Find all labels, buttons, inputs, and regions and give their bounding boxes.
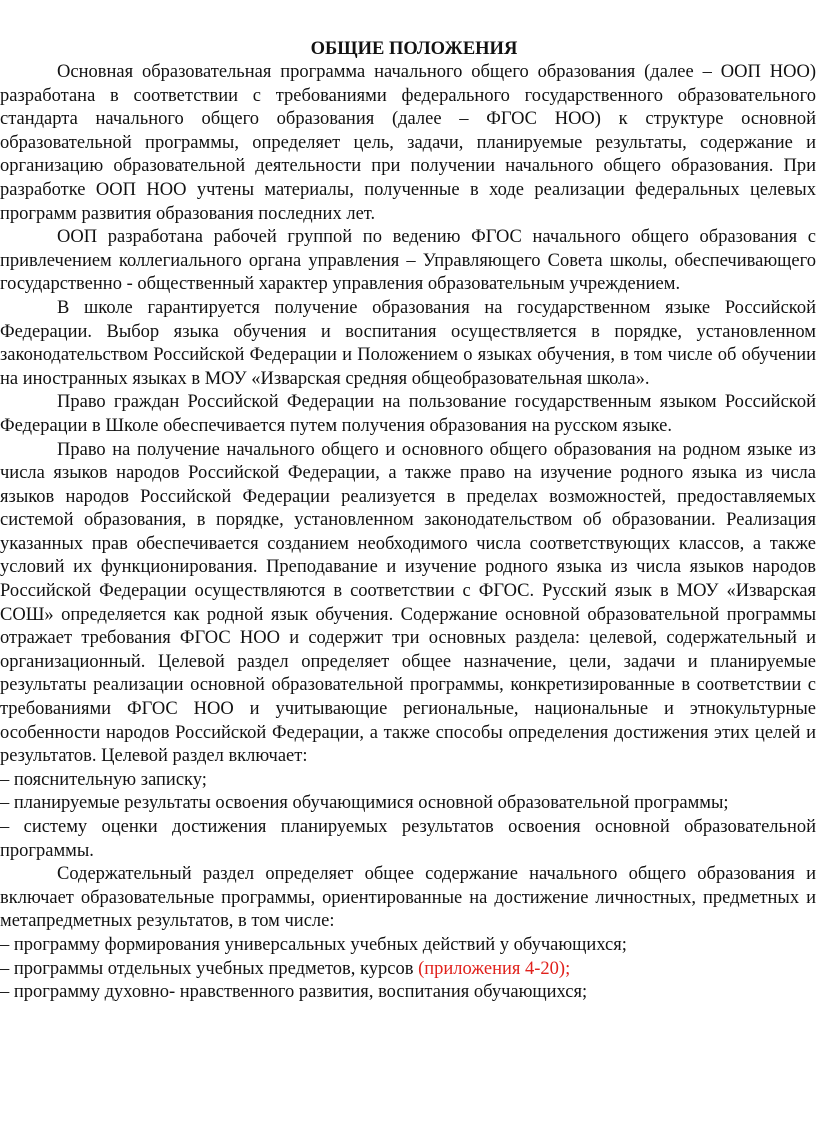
list-item: – планируемые результаты освоения обучающимися основной образовательной программы; [0,793,729,814]
paragraph-russian-language: Право граждан Российской Федерации на пользование государственным языком Российской Федерации в Школе обеспечивается путем получения образования на русском языке. [0,392,816,436]
paragraph-state-language: В школе гарантируется получение образования на государственном языке Российской Федерации. Выбор языка обучения и воспитания осуществляется в порядке, установленном законодательством Российской Федерации и Положением о языках обучения, в том числе об обучении на иностранных языках в МОУ «Изварская средняя общеобразовательная школа». [0,297,816,389]
paragraph-working-group: ООП разработана рабочей группой по ведению ФГОС начального общего образования с привлечением коллегиального органа управления – Управляющего Совета школы, обеспечивающего государственно - общественный характер управления образовательным учреждением. [0,227,816,295]
list-item-text: – программы отдельных учебных предметов, курсов [0,958,419,979]
page-title: ОБЩИЕ ПОЛОЖЕНИЯ [310,39,518,59]
list-item: – систему оценки достижения планируемых результатов освоения основной образовательной программы. [0,817,816,861]
list-item-programs [0,958,816,982]
paragraph-native-language: Право на получение начального общего и основного общего образования на родном языке из числа языков народов Российской Федерации, а также право на изучение родного языка из числа языков народов Российской Федерации реализуется в пределах возможностей, предоставляемых системой образования, в порядке, установленном законодательством об образовании. Реализация указанных прав обеспечивается созданием необходимого числа соответствующих классов, а также условий их функционирования. Преподавание и изучение родного языка из числа языков народов Российской Федерации осуществляются в соответствии с ФГОС. Русский язык в МОУ «Изварская СОШ» определяется как родной язык обучения. Содержание основной образовательной программы отражает требования ФГОС НОО и содержит три основных раздела: целевой, содержательный и организационный. Целевой раздел определяет общее назначение, цели, задачи и планируемые результаты реализации основной образовательной программы, конкретизированные в соответствии с требованиями ФГОС НОО и учитывающие региональные, национальные и этнокультурные особенности народов Российской Федерации, а также способы определения достижения этих целей и результатов. Целевой раздел включает: [0,439,816,767]
document-body [0,61,816,1005]
list-item: – программу духовно- нравственного развития, воспитания обучающихся; [0,982,588,1003]
paragraph-intro: Основная образовательная программа начального общего образования (далее – ООП НОО) разработана в соответствии с требованиями федерального государственного образовательного стандарта начального общего образования (далее – ФГОС НОО) к структуре основной образовательной программы, определяет цель, задачи, планируемые результаты, содержание и организацию образовательной деятельности при получении начального общего образования. При разработке ООП НОО учтены материалы, полученные в ходе реализации федеральных целевых программ развития образования последних лет. [0,62,816,224]
paragraph-content-section: Содержательный раздел определяет общее содержание начального общего образования и включает образовательные программы, ориентированные на достижение личностных, предметных и метапредметных результатов, в том числе: [0,864,816,932]
appendix-reference: (приложения 4-20); [418,958,571,979]
list-item: – программу формирования универсальных учебных действий у обучающихся; [0,934,627,955]
list-item: – пояснительную записку; [0,769,207,790]
